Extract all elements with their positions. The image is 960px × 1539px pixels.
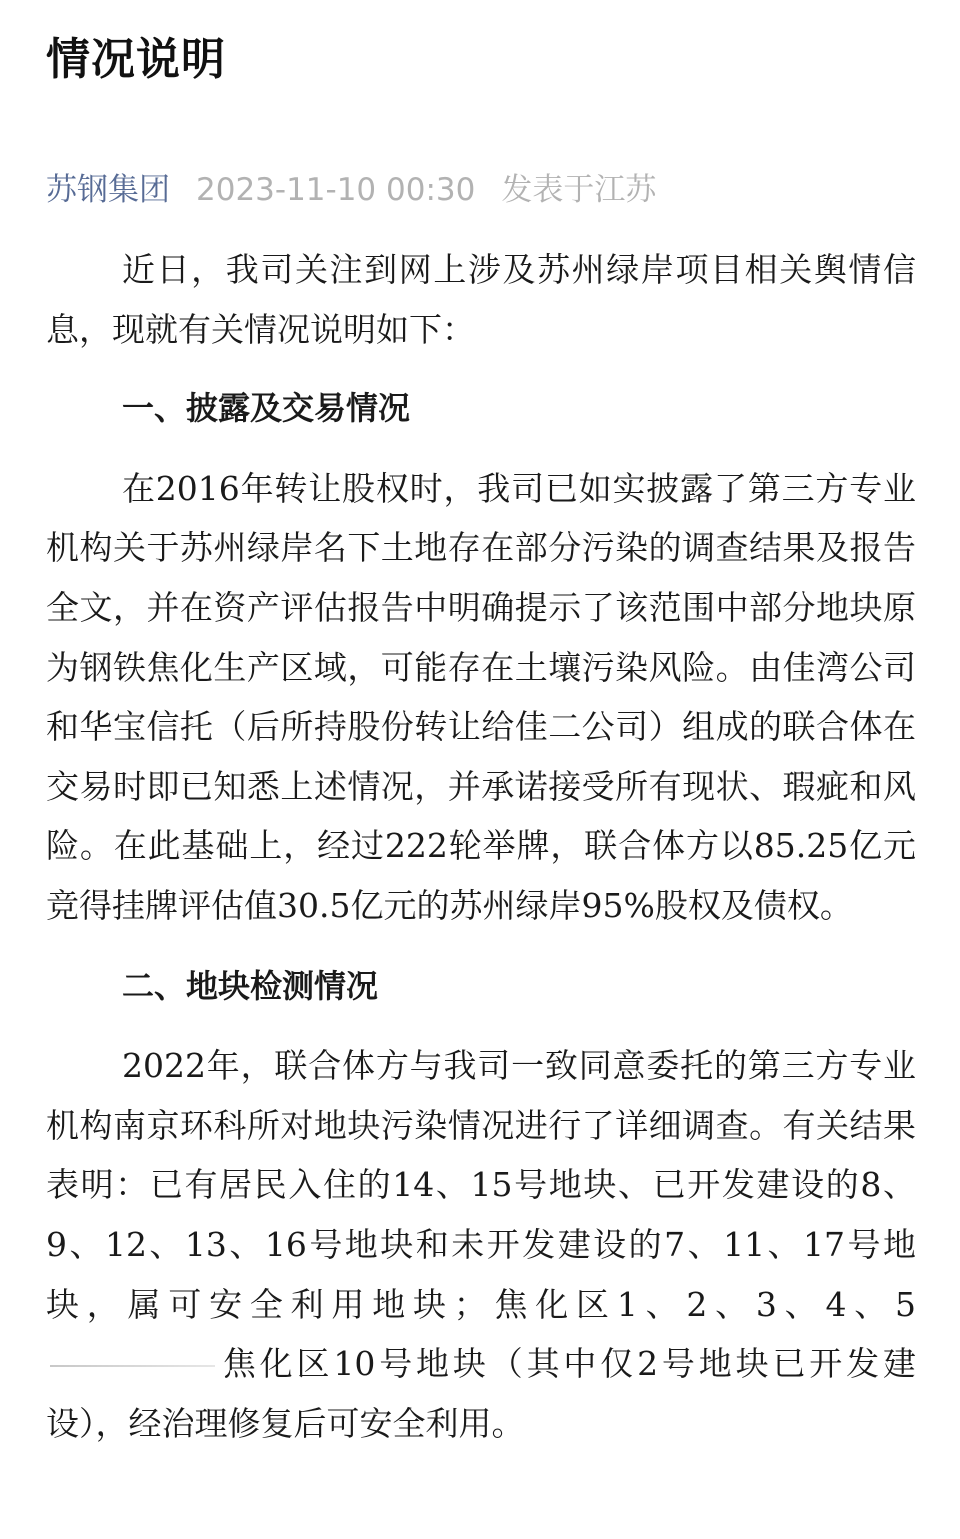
inspection-text-part-2: 焦化区10号地块（其中仅2号地块已开发建设），经治理修复后可安全利用。 (46, 1344, 916, 1443)
publish-location: 发表于江苏 (501, 172, 657, 208)
author-link[interactable]: 苏钢集团 (46, 172, 170, 208)
redaction-mark (50, 1365, 215, 1367)
disclosure-paragraph: 在2016年转让股权时，我司已如实披露了第三方专业机构关于苏州绿岸名下土地存在部分污染的调查结果及报告全文，并在资产评估报告中明确提示了该范围中部分地块原为钢铁焦化生产区域，可能存在土壤污染风险。由佳湾公司和华宝信托（后所持股份转让给佳二公司）组成的联合体在交易时即已知悉上述情况，并承诺接受所有现状、瑕疵和风险。在此基础上，经过222轮举牌，联合体方以85.25亿元竞得挂牌评估值30.5亿元的苏州绿岸95%股权及债权。 (46, 468, 916, 925)
page-title: 情况说明 (46, 34, 226, 85)
publish-date: 2023-11-10 00:30 (196, 172, 476, 208)
intro-paragraph: 近日，我司关注到网上涉及苏州绿岸项目相关舆情信息，现就有关情况说明如下： (46, 250, 916, 349)
article-body (46, 240, 916, 1453)
inspection-text-part-1: 2022年，联合体方与我司一致同意委托的第三方专业机构南京环科所对地块污染情况进行了详细调查。有关结果表明：已有居民入住的14、15号地块、已开发建设的8、9、12、13、16号地块和未开发建设的7、11、17号地块，属可安全利用地块；焦化区1、2、3、4、5 (46, 1046, 916, 1324)
section-heading-inspection: 二、地块检测情况 (122, 966, 379, 1005)
inspection-paragraph (46, 1036, 916, 1453)
article (46, 0, 916, 1443)
section-heading-disclosure: 一、披露及交易情况 (122, 389, 411, 428)
article-meta (46, 168, 656, 212)
